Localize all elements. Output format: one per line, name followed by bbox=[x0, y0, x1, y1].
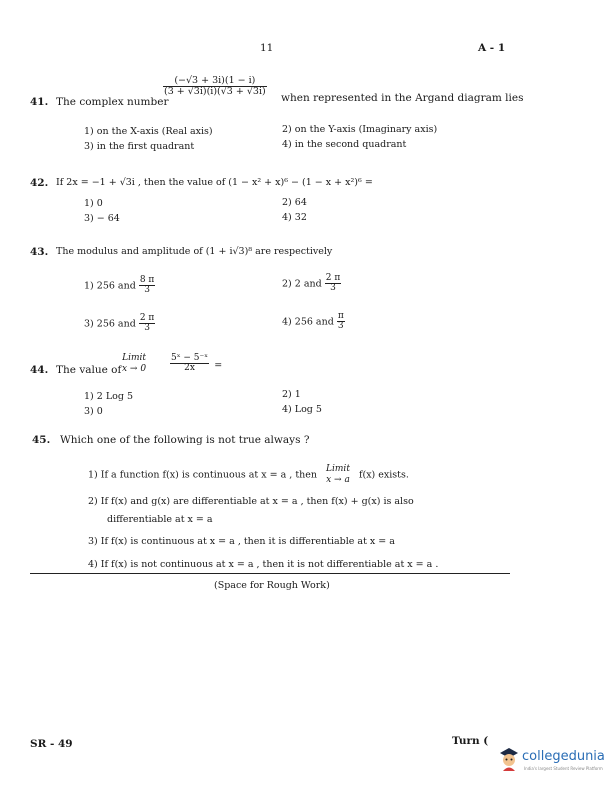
q45-text: Which one of the following is not true always ? bbox=[60, 434, 310, 446]
q41-denominator: (3 + √3i)(i)(√3 + √3i) bbox=[164, 86, 266, 97]
q41-text-before: The complex number bbox=[56, 96, 169, 108]
q44-number: 44. bbox=[30, 364, 49, 376]
q42-number: 42. bbox=[30, 177, 49, 189]
q45-option-1[interactable] bbox=[88, 464, 409, 486]
q43-option-2-num: 2 π bbox=[325, 273, 341, 283]
q45-number: 45. bbox=[32, 434, 51, 446]
q44-limit-word: Limit bbox=[122, 353, 146, 363]
q42-text: If 2x = −1 + √3i , then the value of (1 − x² + x)⁶ − (1 − x + x²)⁶ = bbox=[56, 177, 373, 188]
q42-option-2[interactable]: 2) 64 bbox=[282, 197, 307, 208]
q43-text: The modulus and amplitude of (1 + i√3)⁸ are respectively bbox=[56, 246, 333, 257]
rough-work-label: (Space for Rough Work) bbox=[214, 580, 330, 591]
q43-option-4[interactable] bbox=[282, 312, 345, 332]
booklet-code: A - 1 bbox=[478, 42, 506, 54]
q42-option-4[interactable]: 4) 32 bbox=[282, 212, 307, 223]
q43-option-2-label: 2) 2 and bbox=[282, 278, 322, 290]
q43-option-2[interactable] bbox=[282, 274, 341, 294]
q41-option-4[interactable]: 4) in the second quadrant bbox=[282, 139, 407, 150]
q43-option-1-den: 3 bbox=[144, 285, 150, 296]
q43-option-2-den: 3 bbox=[330, 283, 336, 294]
q45-option-1-b: f(x) exists. bbox=[358, 469, 409, 481]
q43-option-3[interactable] bbox=[84, 314, 155, 334]
q41-text-after: when represented in the Argand diagram lies bbox=[281, 92, 524, 104]
q41-option-2[interactable]: 2) on the Y-axis (Imaginary axis) bbox=[282, 124, 438, 135]
q41-option-3[interactable]: 3) in the first quadrant bbox=[84, 141, 195, 152]
q45-option-2-cont: differentiable at x = a bbox=[107, 514, 213, 525]
q44-option-2[interactable]: 2) 1 bbox=[282, 389, 301, 400]
q45-option-3[interactable]: 3) If f(x) is continuous at x = a , then it is differentiable at x = a bbox=[88, 536, 395, 547]
q41-fraction bbox=[163, 76, 267, 97]
q45-option-4[interactable]: 4) If f(x) is not continuous at x = a , then it is not differentiable at x = a . bbox=[88, 559, 439, 570]
q43-number: 43. bbox=[30, 246, 49, 258]
q44-fraction bbox=[170, 353, 222, 373]
series-code: SR - 49 bbox=[30, 738, 73, 750]
q45-limit-sub: x → a bbox=[326, 474, 350, 485]
q44-numerator: 5ˣ − 5⁻ˣ bbox=[171, 352, 209, 363]
q43-option-3-label: 3) 256 and bbox=[84, 318, 136, 330]
q42-option-3[interactable]: 3) − 64 bbox=[84, 213, 120, 224]
q43-option-1[interactable] bbox=[84, 276, 155, 296]
q44-equals: = bbox=[214, 360, 223, 371]
logo-name: collegedunia bbox=[522, 749, 605, 764]
q44-option-1[interactable]: 1) 2 Log 5 bbox=[84, 391, 134, 402]
q43-option-1-num: 8 π bbox=[139, 275, 155, 285]
rough-work-divider bbox=[30, 573, 510, 574]
student-mascot-icon bbox=[498, 746, 520, 772]
q43-option-4-den: 3 bbox=[337, 321, 344, 332]
q43-option-3-den: 3 bbox=[144, 323, 150, 334]
page-number: 11 bbox=[260, 42, 274, 54]
q43-option-4-label: 4) 256 and bbox=[282, 316, 334, 328]
q44-text: The value of bbox=[56, 364, 122, 376]
q42-option-1[interactable]: 1) 0 bbox=[84, 198, 103, 209]
q41-numerator: (−√3 + 3i)(1 − i) bbox=[163, 76, 267, 87]
logo-tagline: India's largest Student Review Platform bbox=[524, 766, 603, 771]
q44-denominator: 2x bbox=[184, 363, 195, 373]
q45-option-2[interactable]: 2) If f(x) and g(x) are differentiable at x = a , then f(x) + g(x) is also bbox=[88, 496, 414, 507]
q44-option-3[interactable]: 3) 0 bbox=[84, 406, 103, 417]
q43-option-1-label: 1) 256 and bbox=[84, 280, 136, 292]
q44-limit bbox=[122, 353, 146, 375]
q43-option-3-num: 2 π bbox=[139, 313, 155, 323]
q41-number: 41. bbox=[30, 96, 49, 108]
q44-limit-sub: x → 0 bbox=[122, 363, 147, 374]
q43-option-4-num: π bbox=[337, 311, 344, 321]
q44-option-4[interactable]: 4) Log 5 bbox=[282, 404, 322, 415]
q45-limit-word: Limit bbox=[326, 464, 350, 474]
q45-option-1-a: 1) If a function f(x) is continuous at x = a , then bbox=[88, 469, 318, 481]
turn-over: Turn ( bbox=[452, 735, 489, 747]
q41-option-1[interactable]: 1) on the X-axis (Real axis) bbox=[84, 126, 213, 137]
